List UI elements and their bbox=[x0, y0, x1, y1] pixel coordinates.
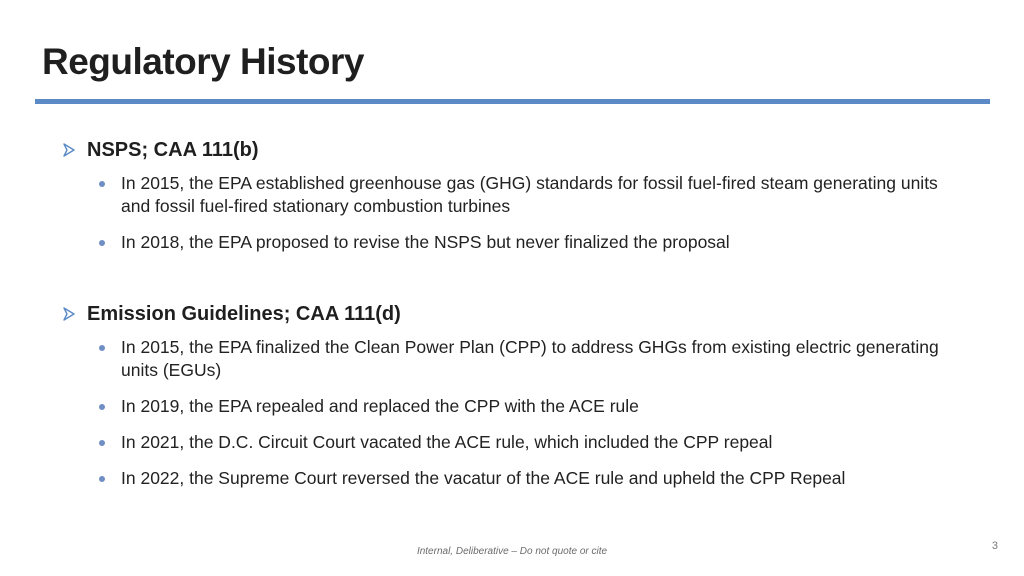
section-nsps bbox=[60, 134, 960, 254]
slide-content bbox=[60, 134, 960, 503]
bullet-list bbox=[60, 172, 960, 254]
arrow-bullet-icon bbox=[60, 141, 78, 159]
bullet-dot-icon bbox=[99, 440, 105, 446]
section-heading-text: Emission Guidelines; CAA 111(d) bbox=[87, 302, 401, 325]
list-item: In 2019, the EPA repealed and replaced the CPP with the ACE rule bbox=[60, 395, 960, 418]
list-item: In 2021, the D.C. Circuit Court vacated the ACE rule, which included the CPP repeal bbox=[60, 431, 960, 454]
section-heading-text: NSPS; CAA 111(b) bbox=[87, 138, 259, 161]
bullet-dot-icon bbox=[99, 240, 105, 246]
list-item: In 2018, the EPA proposed to revise the NSPS but never finalized the proposal bbox=[60, 231, 960, 254]
slide-title: Regulatory History bbox=[42, 41, 365, 82]
list-item: In 2015, the EPA established greenhouse gas (GHG) standards for fossil fuel-fired steam generating units and fossil fuel-fired stationary combustion turbines bbox=[60, 172, 960, 218]
bullet-dot-icon bbox=[99, 181, 105, 187]
title-divider bbox=[35, 99, 990, 104]
bullet-dot-icon bbox=[99, 404, 105, 410]
section-heading bbox=[60, 298, 960, 330]
bullet-list bbox=[60, 336, 960, 490]
bullet-dot-icon bbox=[99, 345, 105, 351]
list-item: In 2022, the Supreme Court reversed the vacatur of the ACE rule and upheld the CPP Repeal bbox=[60, 467, 960, 490]
bullet-dot-icon bbox=[99, 476, 105, 482]
list-item: In 2015, the EPA finalized the Clean Power Plan (CPP) to address GHGs from existing electric generating units (EGUs) bbox=[60, 336, 960, 382]
section-emission-guidelines bbox=[60, 298, 960, 490]
arrow-bullet-icon bbox=[60, 305, 78, 323]
section-heading bbox=[60, 134, 960, 166]
page-number: 3 bbox=[991, 540, 998, 552]
footer-disclaimer: Internal, Deliberative – Do not quote or cite bbox=[416, 546, 608, 557]
